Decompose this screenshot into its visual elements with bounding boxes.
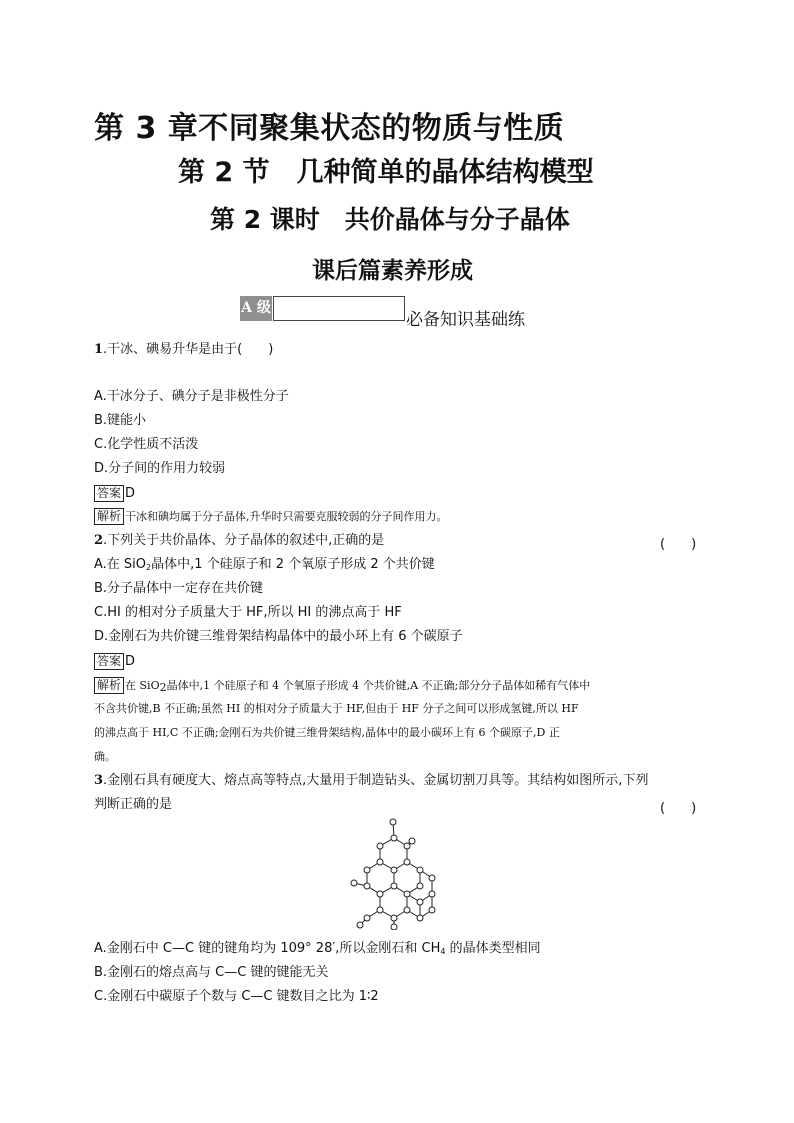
q1-analysis-text: 干冰和碘均属于分子晶体,升华时只需要克服较弱的分子间作用力。 xyxy=(125,510,448,523)
q3-number: 3 xyxy=(94,773,104,788)
q2-stem-text: .下列关于共价晶体、分子晶体的叙述中,正确的是 xyxy=(103,533,385,548)
q2-analysis-line4: 确。 xyxy=(94,750,116,763)
q2-analysis-line3: 的沸点高于 HI,C 不正确;金刚石为共价键三维骨架结构,晶体中的最小碳环上有 6 个碳原子,D 正 xyxy=(94,726,560,739)
q1-answer-value: D xyxy=(125,486,136,501)
answer-label: 答案 xyxy=(94,653,124,670)
q1-option-d: D.分子间的作用力较弱 xyxy=(94,461,226,476)
q1-number: 1 xyxy=(94,342,104,357)
q2-expl-sub: 2 xyxy=(159,681,167,694)
q2-paren: ( ) xyxy=(660,537,697,552)
diamond-structure-figure xyxy=(340,815,450,930)
q2-option-a-sub: 2 xyxy=(146,563,152,572)
q2-option-b: B.分子晶体中一定存在共价键 xyxy=(94,581,264,596)
level-heading xyxy=(240,296,525,330)
level-blank-box xyxy=(273,296,405,321)
lesson-title: 第 2 课时 共价晶体与分子晶体 xyxy=(210,205,570,234)
q3-option-c: C.金刚石中碳原子个数与 C—C 键数目之比为 1∶2 xyxy=(94,989,379,1004)
q2-answer-value: D xyxy=(125,654,136,669)
q2-expl-l1a: 在 SiO xyxy=(125,679,160,692)
q3-option-a-sub: 4 xyxy=(440,947,446,956)
q2-answer xyxy=(94,653,135,670)
q3-option-a-p2: 的晶体类型相同 xyxy=(445,941,541,956)
subtitle: 课后篇素养形成 xyxy=(312,258,473,284)
q3-stem-line1 xyxy=(94,773,648,789)
analysis-label: 解析 xyxy=(94,677,124,694)
section-title: 第 2 节 几种简单的晶体结构模型 xyxy=(178,157,594,188)
q1-stem-text: .干冰、碘易升华是由于( ) xyxy=(103,342,274,357)
q3-option-b: B.金刚石的熔点高与 C—C 键的键能无关 xyxy=(94,965,329,980)
q1-analysis xyxy=(94,508,448,525)
q1-stem xyxy=(94,342,273,358)
q3-stem-text: .金刚石具有硬度大、熔点高等特点,大量用于制造钻头、金属切割刀具等。其结构如图所示,下列 xyxy=(103,773,649,788)
q2-stem xyxy=(94,533,384,549)
q2-analysis-line1 xyxy=(94,677,590,695)
answer-label: 答案 xyxy=(94,485,124,502)
q2-option-a-p1: A.在 SiO xyxy=(94,557,147,572)
q3-option-a-p1: A.金刚石中 C—C 键的键角均为 109° 28′,所以金刚石和 CH xyxy=(94,941,441,956)
q2-option-a-p2: 晶体中,1 个硅原子和 2 个氧原子形成 2 个共价键 xyxy=(151,557,435,572)
q1-option-a: A.干冰分子、碘分子是非极性分子 xyxy=(94,389,289,404)
q3-paren: ( ) xyxy=(660,801,697,816)
q3-stem-line2: 判断正确的是 xyxy=(94,797,173,812)
level-badge: A 级 xyxy=(240,296,272,321)
analysis-label: 解析 xyxy=(94,508,124,525)
q2-number: 2 xyxy=(94,533,104,548)
q2-analysis-line2: 不含共价键,B 不正确;虽然 HI 的相对分子质量大于 HF,但由于 HF 分子之间可以形成氢键,所以 HF xyxy=(94,702,579,715)
chapter-title: 第 3 章不同聚集状态的物质与性质 xyxy=(94,111,565,146)
q2-option-c: C.HI 的相对分子质量大于 HF,所以 HI 的沸点高于 HF xyxy=(94,605,402,620)
q2-option-d: D.金刚石为共价键三维骨架结构晶体中的最小环上有 6 个碳原子 xyxy=(94,629,463,644)
q1-option-b: B.键能小 xyxy=(94,413,147,428)
q1-answer xyxy=(94,485,135,502)
q1-option-c: C.化学性质不活泼 xyxy=(94,437,199,452)
q2-option-a xyxy=(94,557,435,573)
q3-option-a xyxy=(94,941,541,957)
q2-expl-l1b: 晶体中,1 个硅原子和 4 个氧原子形成 4 个共价键,A 不正确;部分分子晶体如稀有气体中 xyxy=(166,679,591,692)
level-text: 必备知识基础练 xyxy=(406,310,525,330)
